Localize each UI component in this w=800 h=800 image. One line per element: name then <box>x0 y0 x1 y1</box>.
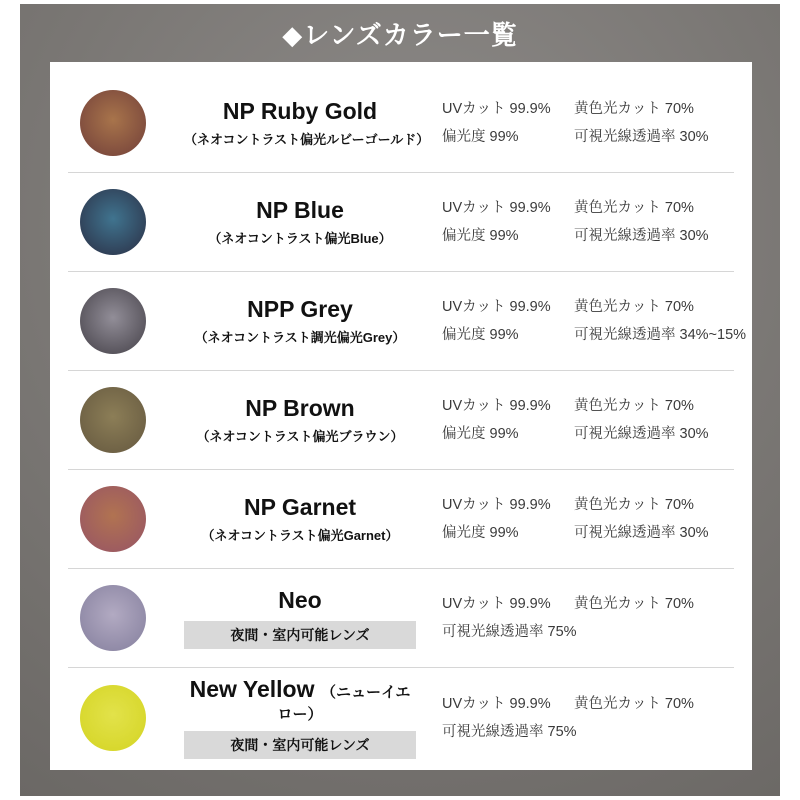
lens-color-swatch <box>80 288 146 354</box>
spec-item: UVカット 99.9% <box>442 398 551 414</box>
lens-color-swatch <box>80 486 146 552</box>
lens-row <box>68 371 734 470</box>
lens-name-line <box>184 98 416 124</box>
spec-line <box>442 491 734 519</box>
lens-name-block <box>184 296 416 345</box>
lens-name-line <box>184 587 416 613</box>
lens-subtitle: （ネオコントラスト偏光ルビーゴールド） <box>184 131 430 147</box>
lens-row <box>68 272 747 371</box>
lens-name-line <box>184 676 416 723</box>
lens-color-swatch <box>80 189 146 255</box>
spec-line <box>442 718 734 746</box>
lens-name: NP Ruby Gold <box>222 98 378 125</box>
spec-line <box>442 293 746 321</box>
lens-name-block <box>184 676 416 758</box>
lens-specs <box>442 95 734 151</box>
lens-name-kana: （ニューイエロー） <box>277 684 411 723</box>
spec-line <box>442 519 734 547</box>
spec-item: UVカット 99.9% <box>442 695 551 712</box>
lens-name-line <box>184 296 416 322</box>
spec-item: 可視光線透過率 30% <box>574 228 709 244</box>
lens-color-swatch <box>80 387 146 453</box>
spec-item: 黄色光カット 70% <box>574 101 694 117</box>
night-indoor-badge: 夜間・室内可能レンズ <box>184 731 416 759</box>
spec-item: 黄色光カット 70% <box>574 398 694 414</box>
chart-header <box>20 4 780 62</box>
spec-line <box>442 618 734 646</box>
spec-item: 可視光線透過率 30% <box>574 525 709 541</box>
spec-line <box>442 222 734 250</box>
lens-specs <box>442 590 734 646</box>
spec-item: 黄色光カット 70% <box>574 596 694 612</box>
lens-specs <box>442 491 734 547</box>
lens-row <box>68 668 734 767</box>
lens-row <box>68 74 734 173</box>
lens-specs <box>442 293 746 349</box>
spec-item: 偏光度 99% <box>442 129 519 145</box>
lens-name-block <box>184 587 416 648</box>
spec-item: UVカット 99.9% <box>442 299 551 315</box>
lens-name: NPP Grey <box>247 296 353 323</box>
page-title: ◆レンズカラー一覧 <box>282 19 518 50</box>
lens-name-block <box>184 494 416 543</box>
spec-line <box>442 123 734 151</box>
lens-specs <box>442 690 734 746</box>
lens-color-swatch <box>80 585 146 651</box>
spec-line <box>442 420 734 448</box>
spec-item: 可視光線透過率 75% <box>442 723 577 740</box>
spec-item: 可視光線透過率 34%~15% <box>574 327 747 343</box>
lens-name: NP Garnet <box>243 494 357 521</box>
lens-name-line <box>184 494 416 520</box>
spec-item: UVカット 99.9% <box>442 497 551 513</box>
spec-line <box>442 194 734 222</box>
lens-name: NP Blue <box>256 197 344 224</box>
lens-row <box>68 470 734 569</box>
lens-subtitle: （ネオコントラスト偏光Garnet） <box>201 527 399 543</box>
lens-specs <box>442 392 734 448</box>
spec-line <box>442 321 746 349</box>
spec-line <box>442 690 734 718</box>
lens-color-swatch <box>80 90 146 156</box>
lens-name-block <box>184 197 416 246</box>
lens-subtitle: （ネオコントラスト偏光ブラウン） <box>196 428 404 444</box>
spec-item: 黄色光カット 70% <box>574 200 694 216</box>
lens-name: Neo <box>278 587 322 614</box>
lens-name-block <box>184 395 416 444</box>
spec-item: 偏光度 99% <box>442 327 519 343</box>
lens-row <box>68 569 734 668</box>
spec-line <box>442 95 734 123</box>
spec-item: 黄色光カット 70% <box>574 299 694 315</box>
spec-item: 偏光度 99% <box>442 426 519 442</box>
spec-item: 偏光度 99% <box>442 228 519 244</box>
lens-color-swatch <box>80 685 146 751</box>
spec-item: UVカット 99.9% <box>442 101 551 117</box>
lens-specs <box>442 194 734 250</box>
lens-name: New Yellow <box>189 676 315 703</box>
spec-item: 黄色光カット 70% <box>574 497 694 513</box>
lens-subtitle: （ネオコントラスト偏光Blue） <box>208 230 392 246</box>
lens-subtitle: （ネオコントラスト調光偏光Grey） <box>194 329 406 345</box>
lens-name-line <box>184 395 416 421</box>
spec-item: 可視光線透過率 75% <box>442 624 577 640</box>
lens-name-line <box>184 197 416 223</box>
lens-name-block <box>184 98 430 147</box>
spec-item: UVカット 99.9% <box>442 596 551 612</box>
lens-list-panel <box>50 62 752 770</box>
spec-line <box>442 392 734 420</box>
spec-item: 可視光線透過率 30% <box>574 129 709 145</box>
spec-item: UVカット 99.9% <box>442 200 551 216</box>
lens-chart-frame <box>20 4 780 796</box>
spec-item: 可視光線透過率 30% <box>574 426 709 442</box>
lens-name: NP Brown <box>245 395 355 422</box>
spec-item: 偏光度 99% <box>442 525 519 541</box>
lens-row <box>68 173 734 272</box>
spec-line <box>442 590 734 618</box>
spec-item: 黄色光カット 70% <box>574 695 694 712</box>
night-indoor-badge: 夜間・室内可能レンズ <box>184 621 416 649</box>
